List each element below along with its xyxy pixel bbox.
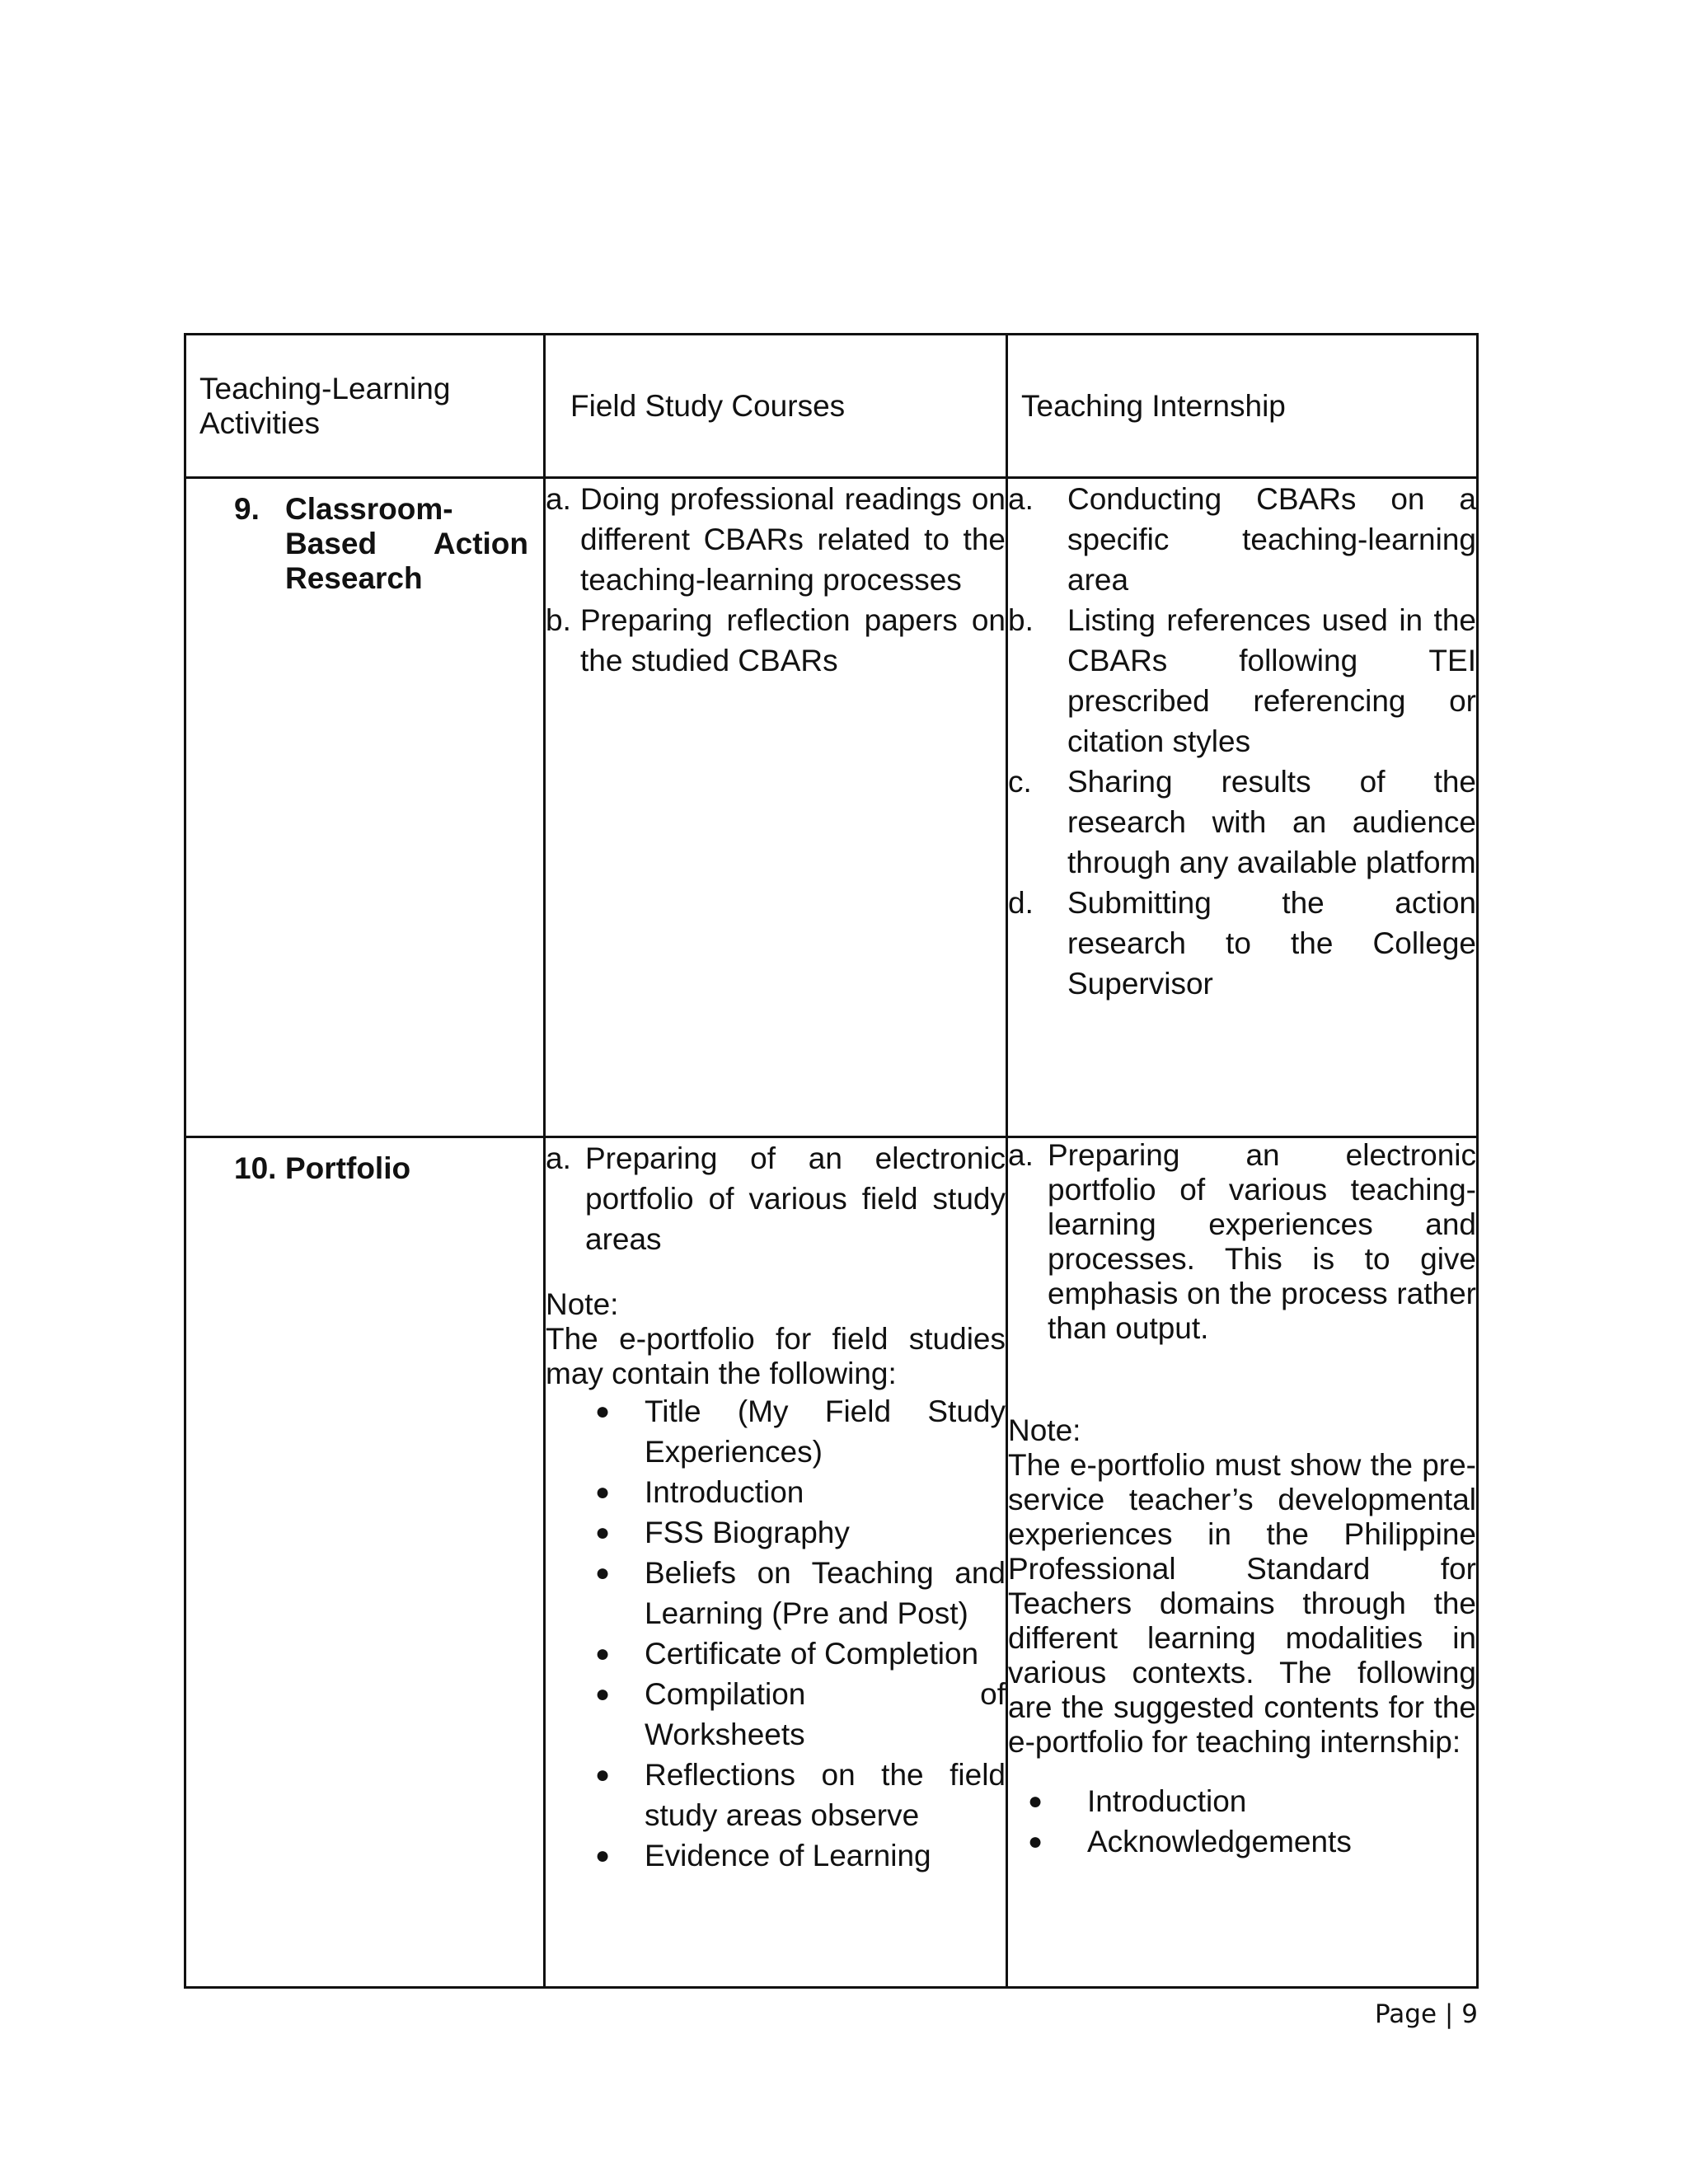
list-item bbox=[546, 479, 1006, 600]
internship-cell bbox=[1007, 478, 1478, 1137]
bullet-item bbox=[1028, 1821, 1476, 1862]
bullet-icon: ● bbox=[595, 1519, 611, 1546]
activity-number: 10. bbox=[234, 1151, 277, 1185]
list-marker: b. bbox=[1008, 603, 1034, 637]
list-marker: a. bbox=[546, 1141, 571, 1175]
list-item bbox=[546, 1138, 1006, 1259]
bullet-text: Compilation of Worksheets bbox=[645, 1677, 1006, 1751]
bullet-text: Introduction bbox=[645, 1475, 804, 1509]
internship-list bbox=[1008, 479, 1476, 1004]
page-number: 9 bbox=[1461, 1999, 1478, 2029]
bullet-item bbox=[1028, 1781, 1476, 1821]
field-study-note bbox=[546, 1287, 1006, 1391]
field-study-list bbox=[546, 1138, 1006, 1259]
bullet-icon: ● bbox=[595, 1761, 611, 1788]
bullet-icon: ● bbox=[1028, 1788, 1043, 1815]
note-label: Note: bbox=[1008, 1413, 1081, 1447]
bullet-icon: ● bbox=[595, 1680, 611, 1708]
internship-cell bbox=[1007, 1137, 1478, 1988]
bullet-text: Reflections on the field study areas observe bbox=[645, 1758, 1006, 1832]
bullet-icon: ● bbox=[595, 1842, 611, 1869]
bullet-item bbox=[595, 1755, 1006, 1835]
bullet-text: Certificate of Completion bbox=[645, 1637, 979, 1671]
list-marker: a. bbox=[1008, 1138, 1034, 1172]
list-item bbox=[1008, 1138, 1476, 1346]
bullet-item bbox=[595, 1512, 1006, 1553]
bullet-icon: ● bbox=[595, 1479, 611, 1506]
bullet-text: FSS Biography bbox=[645, 1516, 850, 1549]
list-marker: b. bbox=[546, 603, 571, 637]
bullet-icon: ● bbox=[595, 1398, 611, 1425]
footer-separator: | bbox=[1444, 1999, 1454, 2029]
field-study-list bbox=[546, 479, 1006, 681]
list-item-text: Preparing of an electronic portfolio of various field study areas bbox=[585, 1141, 1006, 1256]
list-marker: a. bbox=[546, 482, 571, 516]
header-teaching-internship: Teaching Internship bbox=[1007, 335, 1478, 478]
bullet-text: Title (My Field Study Experiences) bbox=[645, 1394, 1006, 1469]
field-study-bullet-list bbox=[546, 1391, 1006, 1876]
list-marker: a. bbox=[1008, 482, 1034, 516]
field-study-cell bbox=[545, 478, 1007, 1137]
note-text: The e-portfolio must show the pre-service teacher’s developmental experiences in the Philippine Professional Standard for Teachers domains through the different learning modalities in various contexts. The following are the suggested contents for the e-portfolio for teaching internship: bbox=[1008, 1448, 1476, 1759]
internship-note bbox=[1008, 1413, 1476, 1760]
footer-page-label: Page bbox=[1375, 1999, 1437, 2029]
internship-list bbox=[1008, 1138, 1476, 1346]
activity-cell bbox=[185, 1137, 545, 1988]
bullet-item bbox=[595, 1553, 1006, 1633]
bullet-item bbox=[595, 1633, 1006, 1674]
list-marker: d. bbox=[1008, 886, 1034, 920]
note-label: Note: bbox=[546, 1287, 619, 1321]
page-footer bbox=[1375, 1999, 1478, 2029]
list-item-text: Listing references used in the CBARs following TEI prescribed referencing or citation styles bbox=[1067, 603, 1476, 758]
bullet-item bbox=[595, 1472, 1006, 1512]
list-item-text: Conducting CBARs on a specific teaching-learning area bbox=[1067, 482, 1476, 597]
table-header-row bbox=[185, 335, 1478, 478]
internship-bullet-list bbox=[1008, 1781, 1476, 1862]
header-teaching-learning-activities: Teaching-Learning Activities bbox=[185, 335, 545, 478]
activity-number: 9. bbox=[234, 492, 260, 526]
list-item bbox=[1008, 600, 1476, 762]
list-item-text: Submitting the action research to the College Supervisor bbox=[1067, 886, 1476, 1001]
bullet-item bbox=[595, 1835, 1006, 1876]
activity-label: Classroom-Based Action Research bbox=[285, 492, 528, 595]
field-study-cell bbox=[545, 1137, 1007, 1988]
bullet-text: Acknowledgements bbox=[1087, 1825, 1352, 1858]
list-item bbox=[1008, 762, 1476, 883]
bullet-icon: ● bbox=[595, 1640, 611, 1667]
bullet-icon: ● bbox=[595, 1559, 611, 1586]
list-item-text: Preparing an electronic portfolio of various teaching-learning experiences and processes. This is to give emphasis on the process rather than output. bbox=[1048, 1138, 1476, 1345]
list-item-text: Doing professional readings on different CBARs related to the teaching-learning processes bbox=[580, 482, 1006, 597]
activity-label: Portfolio bbox=[285, 1151, 411, 1185]
bullet-text: Evidence of Learning bbox=[645, 1839, 931, 1872]
list-item bbox=[1008, 883, 1476, 1004]
list-item bbox=[1008, 479, 1476, 600]
table-row bbox=[185, 1137, 1478, 1988]
activities-table bbox=[184, 333, 1479, 1989]
bullet-item bbox=[595, 1391, 1006, 1472]
table-row bbox=[185, 478, 1478, 1137]
list-marker: c. bbox=[1008, 765, 1032, 799]
bullet-text: Beliefs on Teaching and Learning (Pre and Post) bbox=[645, 1556, 1006, 1630]
list-item-text: Sharing results of the research with an audience through any available platform bbox=[1067, 765, 1476, 879]
activity-title bbox=[186, 479, 543, 596]
bullet-item bbox=[595, 1674, 1006, 1755]
note-text: The e-portfolio for field studies may contain the following: bbox=[546, 1322, 1006, 1390]
bullet-text: Introduction bbox=[1087, 1784, 1247, 1818]
header-field-study-courses: Field Study Courses bbox=[545, 335, 1007, 478]
bullet-icon: ● bbox=[1028, 1828, 1043, 1855]
activity-cell bbox=[185, 478, 545, 1137]
list-item-text: Preparing reflection papers on the studied CBARs bbox=[580, 603, 1006, 677]
list-item bbox=[546, 600, 1006, 681]
activity-title bbox=[186, 1138, 543, 1186]
